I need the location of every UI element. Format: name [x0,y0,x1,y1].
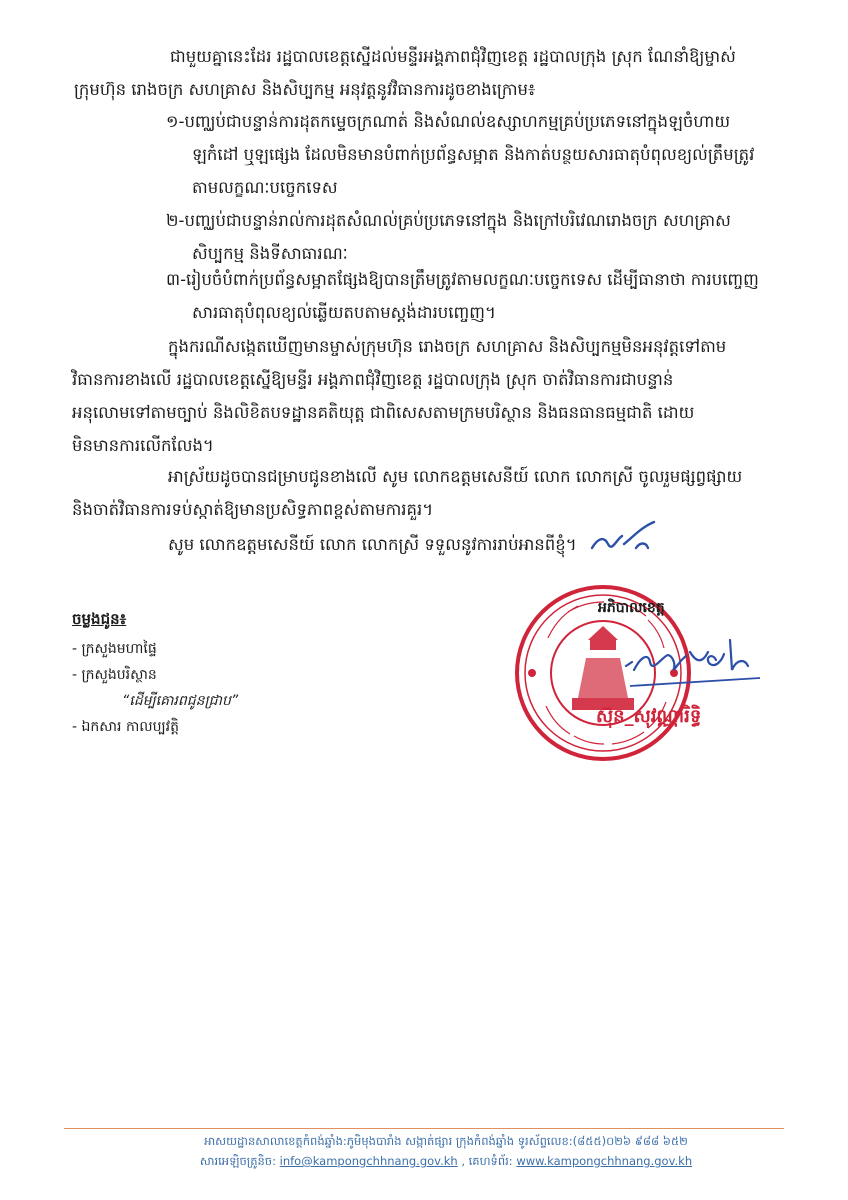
intro-line-1: ជាមួយគ្នានេះដែរ រដ្ឋបាលខេត្តស្នើដល់មន្ទីរអង្គភាពជុំវិញខេត្ត រដ្ឋបាលក្រុង ស្រុក ណែនាំឱ្យម្ចាស់ [170,47,736,66]
intro-line-2: ក្រុមហ៊ុន រោងចក្រ សហគ្រាស និងសិប្បកម្ម អនុវត្តនូវវិធានការដូចខាងក្រោម៖ [74,80,536,99]
measure-item-2 [166,204,788,270]
measure-item-2-line-2: សិប្បកម្ម និងទីសាធារណៈ [192,244,348,263]
case-line-4: មិនមានការលើកលែង។ [72,436,214,455]
request-line-2: និងចាត់វិធានការទប់ស្កាត់ឱ្យមានប្រសិទ្ធភាពខ្ពស់តាមការគួរ។ [72,500,434,519]
request-paragraph [72,460,788,526]
footer-website-link[interactable]: www.kampongchhnang.gov.kh [516,1154,693,1168]
case-paragraph [72,330,788,462]
measure-item-1-line-1: ១-បញ្ឈប់ជាបន្ទាន់ការដុតកម្ទេចក្រណាត់ និងសំណល់ឧស្សាហកម្មគ្រប់ប្រភេទនៅក្នុងឡចំហាយ [166,112,731,131]
signature-icon [620,630,770,690]
footer-email-label: សារអេឡិចត្រូនិច: [199,1154,276,1168]
case-line-2: វិធានការខាងលើ រដ្ឋបាលខេត្តស្នើឱ្យមន្ទីរ អង្គភាពជុំវិញខេត្ត រដ្ឋបាលក្រុង ស្រុក ចាត់វិធានការជាបន្ទាន់ [72,370,674,389]
cc-item: - ឯកសារ កាលប្បវត្តិ [72,719,179,735]
signer-title: អភិបាលខេត្ត [598,600,665,616]
measure-item-3 [166,263,788,329]
signer-name: ស៊ុន_សុវណ្ណារិទ្ធិ [596,706,702,727]
footer-web-label: , គេហទំព័រ: [461,1154,513,1168]
cc-item: - ក្រសួងបរិស្ថាន [72,667,157,683]
cc-list [72,636,238,740]
measure-item-2-line-1: ២-បញ្ឈប់ជាបន្ទាន់រាល់ការដុតសំណល់គ្រប់ប្រភេទនៅក្នុង និងក្រៅបរិវេណរោងចក្រ សហគ្រាស [166,211,731,230]
footer-contact [176,1154,716,1171]
cc-title: ចម្លងជូន៖ [72,610,127,628]
footer-divider [64,1128,784,1129]
cc-item-note: “ដើម្បីគោរពជូនជ្រាប” [122,693,239,709]
cc-item: - ក្រសួងមហាផ្ទៃ [72,641,157,657]
measure-item-1-line-3: តាមលក្ខណៈបច្ចេកទេស [192,178,338,197]
closing-paragraph [72,528,788,561]
intro-paragraph [74,40,788,106]
request-line-1: អាស្រ័យដូចបានជម្រាបជូនខាងលើ សូម លោកឧត្តមសេនីយ៍ លោក លោកស្រី ចូលរួមផ្សព្វផ្សាយ [168,467,743,486]
measure-item-1 [166,105,788,204]
footer-email-link[interactable]: info@kampongchhnang.gov.kh [279,1154,458,1168]
measure-item-1-line-2: ឡកំដៅ ឬឡផ្សេង ដែលមិនមានបំពាក់ប្រព័ន្ធសម្អាត និងកាត់បន្ថយសារធាតុបំពុលខ្យល់ត្រឹមត្រូវ [192,145,755,164]
footer-address: អាសយដ្ឋានសាលាខេត្តកំពង់ឆ្នាំង:ភូមិមុងបារាំង សង្កាត់ផ្សារ ក្រុងកំពង់ឆ្នាំង ទូរស័ព្ទលេខ:(៨៥៥)០២៦ ៩៨៨ ៦៥២ [204,1134,688,1148]
measure-item-3-line-2: សារធាតុបំពុលខ្យល់ឆ្លើយតបតាមស្តង់ដារបញ្ចេញ។ [192,303,496,322]
measure-item-3-line-1: ៣-រៀបចំបំពាក់ប្រព័ន្ធសម្អាតផ្សែងឱ្យបានត្រឹមត្រូវតាមលក្ខណៈបច្ចេកទេស ដើម្បីធានាថា ការបញ្ចេញ [166,270,759,289]
case-line-1: ក្នុងករណីសង្កេតឃើញមានម្ចាស់ក្រុមហ៊ុន រោងចក្រ សហគ្រាស និងសិប្បកម្មមិនអនុវត្តទៅតាម [168,337,727,356]
case-line-3: អនុលោមទៅតាមច្បាប់ និងលិខិតបទដ្ឋានគតិយុត្ត ជាពិសេសតាមក្រមបរិស្ថាន និងធនធានធម្មជាតិ ដោយ [72,403,695,422]
handwritten-initial-mark [588,518,668,558]
closing-line: សូម លោកឧត្តមសេនីយ៍ លោក លោកស្រី ទទួលនូវការរាប់អានពីខ្ញុំ។ [168,535,577,554]
